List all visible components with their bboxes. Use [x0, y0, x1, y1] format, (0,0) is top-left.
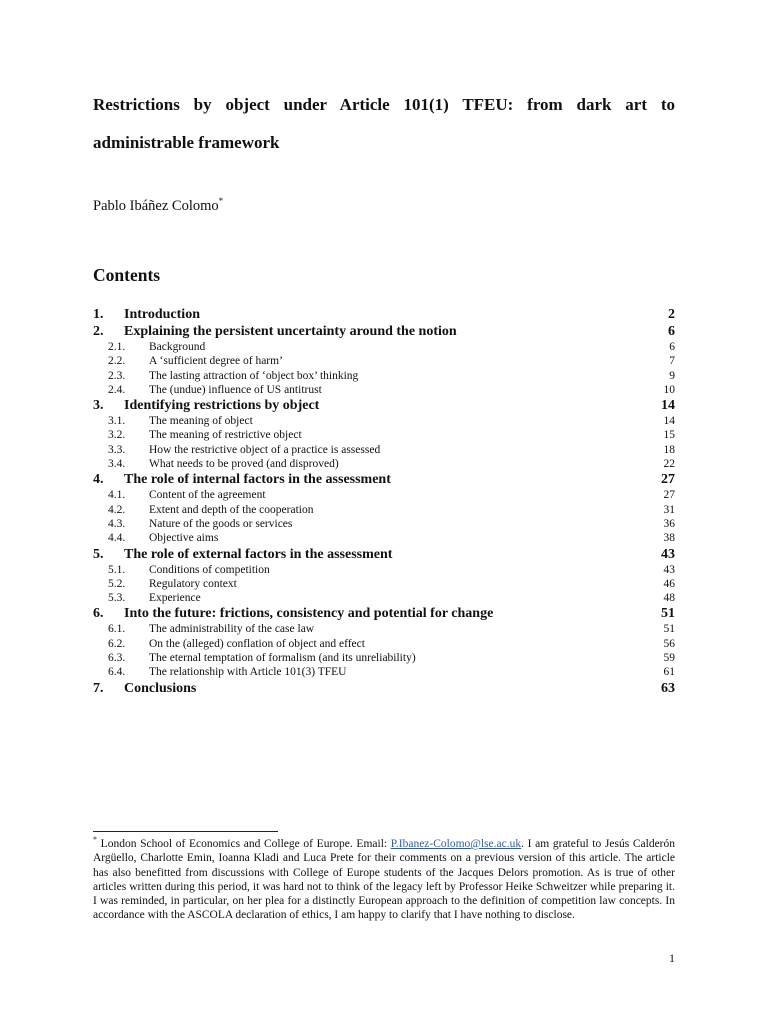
- toc-label: The meaning of restrictive object: [149, 429, 302, 442]
- toc-subsection[interactable]: [93, 457, 675, 471]
- toc-page-number: 6: [669, 341, 675, 353]
- toc-label: The meaning of object: [149, 415, 253, 428]
- toc-page-number: 48: [663, 592, 675, 605]
- toc-page-number: 10: [663, 383, 675, 396]
- footnote: [93, 837, 675, 923]
- toc-section[interactable]: [93, 306, 675, 323]
- toc-label: A ‘sufficient degree of harm’: [149, 355, 283, 368]
- toc-label: Identifying restrictions by object: [124, 398, 320, 414]
- toc-label: Objective aims: [149, 532, 219, 545]
- toc-number: 2.2.: [108, 355, 126, 368]
- toc-label: The role of external factors in the assessment: [124, 546, 393, 562]
- toc-number: 2.1.: [108, 341, 126, 353]
- toc-page-number: 6: [668, 324, 675, 339]
- toc-label: Introduction: [124, 307, 200, 322]
- toc-page-number: 27: [661, 472, 675, 488]
- toc-number: 4.: [93, 472, 104, 488]
- toc-subsection[interactable]: [93, 637, 675, 651]
- toc-subsection[interactable]: [93, 340, 675, 354]
- toc-page-number: 36: [663, 517, 675, 530]
- toc-number: 5.3.: [108, 592, 126, 605]
- toc-number: 1.: [93, 307, 104, 322]
- toc-number: 3.1.: [108, 415, 126, 428]
- toc-page-number: 18: [663, 443, 675, 456]
- toc-section[interactable]: [93, 471, 675, 488]
- toc-number: 4.2.: [108, 503, 126, 516]
- toc-page-number: 27: [663, 489, 675, 502]
- toc-page-number: 31: [663, 503, 675, 516]
- toc-label: The eternal temptation of formalism (and its unreliability): [149, 652, 416, 665]
- author-footnote-marker[interactable]: *: [218, 196, 224, 207]
- toc-page-number: 14: [663, 415, 675, 428]
- toc-number: 5.2.: [108, 577, 126, 590]
- toc-number: 6.: [93, 606, 104, 622]
- toc-label: The role of internal factors in the assessment: [124, 472, 391, 488]
- toc-subsection[interactable]: [93, 354, 675, 368]
- toc-number: 4.3.: [108, 517, 126, 530]
- toc-number: 4.4.: [108, 532, 126, 545]
- toc-label: The (undue) influence of US antitrust: [149, 383, 322, 396]
- toc-page-number: 7: [669, 355, 675, 368]
- toc-number: 6.2.: [108, 637, 126, 650]
- toc-number: 2.3.: [108, 369, 126, 382]
- toc-page-number: 56: [663, 637, 675, 650]
- toc-label: Experience: [149, 592, 201, 605]
- toc-label: Regulatory context: [149, 577, 237, 590]
- footnote-marker: *: [93, 835, 97, 845]
- toc-page-number: 46: [663, 577, 675, 590]
- toc-page-number: 59: [663, 652, 675, 665]
- toc-subsection[interactable]: [93, 531, 675, 545]
- toc-label: On the (alleged) conflation of object and effect: [149, 637, 365, 650]
- toc-page-number: 63: [661, 680, 675, 696]
- toc-section[interactable]: [93, 546, 675, 563]
- footnote-text-body: . I am grateful to Jesús Calderón Argüello, Charlotte Emin, Ioanna Kladi and Luca Prete for their comments on a previous version of this article. The article has also benefitted from discussions with College of Europe students of the Jacques Delors promotion. As is true of other articles written during this period, it was hard not to think of the legacy left by Professor Heike Schweitzer while preparing it. I was reminded, in particular, on her plea for a distinctly European approach to the definition of competition law concepts. In accordance with the ASCOLA declaration of ethics, I am happy to clarify that I have nothing to disclose.: [93, 838, 676, 922]
- toc-page-number: 15: [663, 429, 675, 442]
- toc-page-number: 22: [663, 458, 675, 471]
- table-of-contents: [93, 306, 675, 697]
- toc-label: Background: [149, 341, 206, 353]
- toc-number: 6.4.: [108, 666, 126, 679]
- toc-section[interactable]: [93, 323, 675, 340]
- toc-label: Content of the agreement: [149, 489, 266, 502]
- author-line: [93, 198, 223, 215]
- toc-label: Into the future: frictions, consistency and potential for change: [124, 606, 494, 622]
- toc-subsection[interactable]: [93, 622, 675, 636]
- toc-subsection[interactable]: [93, 517, 675, 531]
- toc-page-number: 43: [663, 563, 675, 576]
- toc-number: 6.3.: [108, 652, 126, 665]
- toc-subsection[interactable]: [93, 563, 675, 577]
- toc-label: What needs to be proved (and disproved): [149, 458, 339, 471]
- toc-page-number: 9: [669, 369, 675, 382]
- email-link[interactable]: P.Ibanez-Colomo@lse.ac.uk: [390, 838, 522, 850]
- author-name: Pablo Ibáñez Colomo: [93, 198, 219, 214]
- toc-number: 3.: [93, 398, 104, 414]
- toc-number: 3.3.: [108, 443, 126, 456]
- toc-number: 5.: [93, 546, 104, 562]
- toc-number: 3.2.: [108, 429, 126, 442]
- toc-page-number: 2: [668, 307, 675, 322]
- toc-subsection[interactable]: [93, 651, 675, 665]
- toc-label: Extent and depth of the cooperation: [149, 503, 314, 516]
- paper-title: Restrictions by object under Article 101(1) TFEU: from dark art to administrable framework: [93, 95, 675, 152]
- toc-subsection[interactable]: [93, 577, 675, 591]
- toc-page-number: 38: [663, 532, 675, 545]
- toc-number: 5.1.: [108, 563, 126, 576]
- toc-number: 4.1.: [108, 489, 126, 502]
- toc-page-number: 14: [661, 398, 675, 414]
- toc-page-number: 51: [661, 606, 675, 622]
- toc-label: The administrability of the case law: [149, 623, 315, 636]
- toc-page-number: 43: [661, 546, 675, 562]
- page-number: 1: [669, 951, 675, 965]
- toc-subsection[interactable]: [93, 591, 675, 605]
- toc-label: The relationship with Article 101(3) TFEU: [149, 666, 347, 679]
- toc-label: Explaining the persistent uncertainty around the notion: [124, 324, 457, 339]
- footnote-text-intro: London School of Economics and College of Europe. Email:: [97, 838, 391, 850]
- toc-subsection[interactable]: [93, 488, 675, 502]
- toc-number: 3.4.: [108, 458, 126, 471]
- toc-page-number: 51: [663, 623, 675, 636]
- toc-page-number: 61: [663, 666, 675, 679]
- toc-label: How the restrictive object of a practice is assessed: [149, 443, 381, 456]
- toc-subsection[interactable]: [93, 503, 675, 517]
- toc-section[interactable]: [93, 605, 675, 622]
- toc-label: Conclusions: [124, 680, 197, 696]
- contents-heading: Contents: [93, 265, 161, 285]
- footnote-separator: [93, 831, 278, 832]
- toc-label: Conditions of competition: [149, 563, 270, 576]
- toc-subsection[interactable]: [93, 369, 675, 383]
- toc-number: 6.1.: [108, 623, 126, 636]
- toc-subsection[interactable]: [93, 665, 675, 679]
- toc-label: The lasting attraction of ‘object box’ thinking: [149, 369, 359, 382]
- toc-subsection[interactable]: [93, 428, 675, 442]
- toc-section[interactable]: [93, 397, 675, 414]
- toc-label: Nature of the goods or services: [149, 517, 293, 530]
- toc-number: 2.4.: [108, 383, 126, 396]
- toc-subsection[interactable]: [93, 383, 675, 397]
- toc-number: 7.: [93, 680, 104, 696]
- toc-subsection[interactable]: [93, 443, 675, 457]
- toc-subsection[interactable]: [93, 414, 675, 428]
- toc-section[interactable]: [93, 680, 675, 697]
- toc-number: 2.: [93, 324, 104, 339]
